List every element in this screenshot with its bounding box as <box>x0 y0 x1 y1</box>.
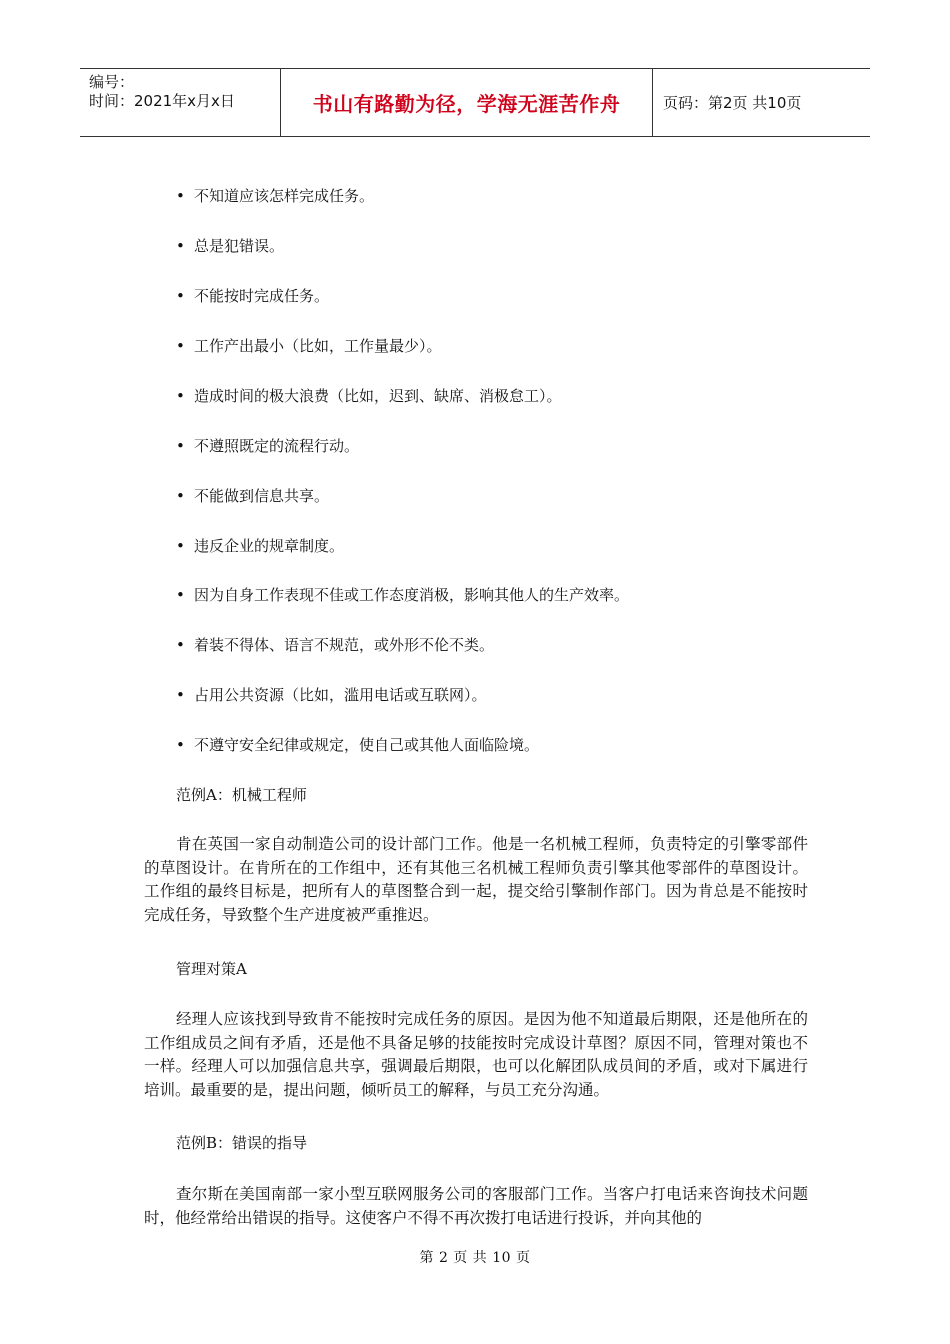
bullet-item <box>176 186 374 206</box>
bullet-item <box>176 336 442 356</box>
bullet-item <box>176 536 344 556</box>
bullet-text: 总是犯错误。 <box>194 237 285 255</box>
example-a-paragraph: 肯在英国一家自动制造公司的设计部门工作。他是一名机械工程师，负责特定的引擎零部件的草图设计。在肯所在的工作组中，还有其他三名机械工程师负责引擎其他零部件的草图设计。工作组的最终目标是，把所有人的草图整合到一起，提交给引擎制作部门。因为肯总是不能按时完成任务，导致整个生产进度被严重推迟。 <box>144 835 808 924</box>
example-a-title: 范例A：机械工程师 <box>176 786 307 804</box>
bullet-dot: • <box>176 237 185 255</box>
bullet-dot: • <box>176 537 185 555</box>
number-label: 编号： <box>89 73 135 91</box>
bullet-text: 占用公共资源（比如，滥用电话或互联网）。 <box>194 686 487 704</box>
bullet-dot: • <box>176 736 185 754</box>
bullet-text: 不能做到信息共享。 <box>194 487 330 505</box>
page-footer: 第 2 页 共 10 页 <box>419 1250 531 1266</box>
bullet-dot: • <box>176 187 185 205</box>
header-info-cell <box>80 69 281 136</box>
bullet-dot: • <box>176 287 185 305</box>
bullet-item <box>176 735 539 755</box>
bullet-dot: • <box>176 636 185 654</box>
bullet-text: 不知道应该怎样完成任务。 <box>194 187 375 205</box>
bullet-text: 因为自身工作表现不佳或工作态度消极，影响其他人的生产效率。 <box>194 586 630 604</box>
bullet-item <box>176 386 562 406</box>
bullet-item <box>176 436 359 456</box>
page-header <box>80 68 870 137</box>
bullet-dot: • <box>176 487 185 505</box>
bullet-text: 着装不得体、语言不规范，或外形不伦不类。 <box>194 636 495 654</box>
header-motto: 书山有路勤为径，学海无涯苦作舟 <box>281 69 653 136</box>
bullet-text: 违反企业的规章制度。 <box>194 537 345 555</box>
header-page-code: 页码：第2页 共10页 <box>663 94 802 112</box>
measure-a-title: 管理对策A <box>176 960 247 978</box>
bullet-item <box>176 585 629 605</box>
example-b-paragraph: 查尔斯在美国南部一家小型互联网服务公司的客服部门工作。当客户打电话来咨询技术问题时，他经常给出错误的指导。这使客户不得不再次拨打电话进行投诉，并向其他的 <box>144 1185 808 1227</box>
bullet-dot: • <box>176 387 185 405</box>
bullet-item <box>176 236 284 256</box>
bullet-text: 工作产出最小（比如，工作量最少）。 <box>194 337 442 355</box>
bullet-text: 不遵照既定的流程行动。 <box>194 437 360 455</box>
time-label: 时间：2021年x月x日 <box>89 92 235 110</box>
bullet-dot: • <box>176 437 185 455</box>
bullet-dot: • <box>176 337 185 355</box>
bullet-text: 不能按时完成任务。 <box>194 287 330 305</box>
bullet-text: 不遵守安全纪律或规定，使自己或其他人面临险境。 <box>194 736 540 754</box>
example-b-title: 范例B：错误的指导 <box>176 1134 308 1152</box>
bullet-item <box>176 685 487 705</box>
measure-a-paragraph: 经理人应该找到导致肯不能按时完成任务的原因。是因为他不知道最后期限，还是他所在的工作组成员之间有矛盾，还是他不具备足够的技能按时完成设计草图？原因不同，管理对策也不一样。经理人可以加强信息共享，强调最后期限，也可以化解团队成员间的矛盾，或对下属进行培训。最重要的是，提出问题，倾听员工的解释，与员工充分沟通。 <box>144 1010 808 1099</box>
bullet-text: 造成时间的极大浪费（比如，迟到、缺席、消极怠工）。 <box>194 387 562 405</box>
bullet-item <box>176 635 494 655</box>
bullet-item <box>176 486 329 506</box>
bullet-dot: • <box>176 586 185 604</box>
bullet-dot: • <box>176 686 185 704</box>
bullet-item <box>176 286 329 306</box>
